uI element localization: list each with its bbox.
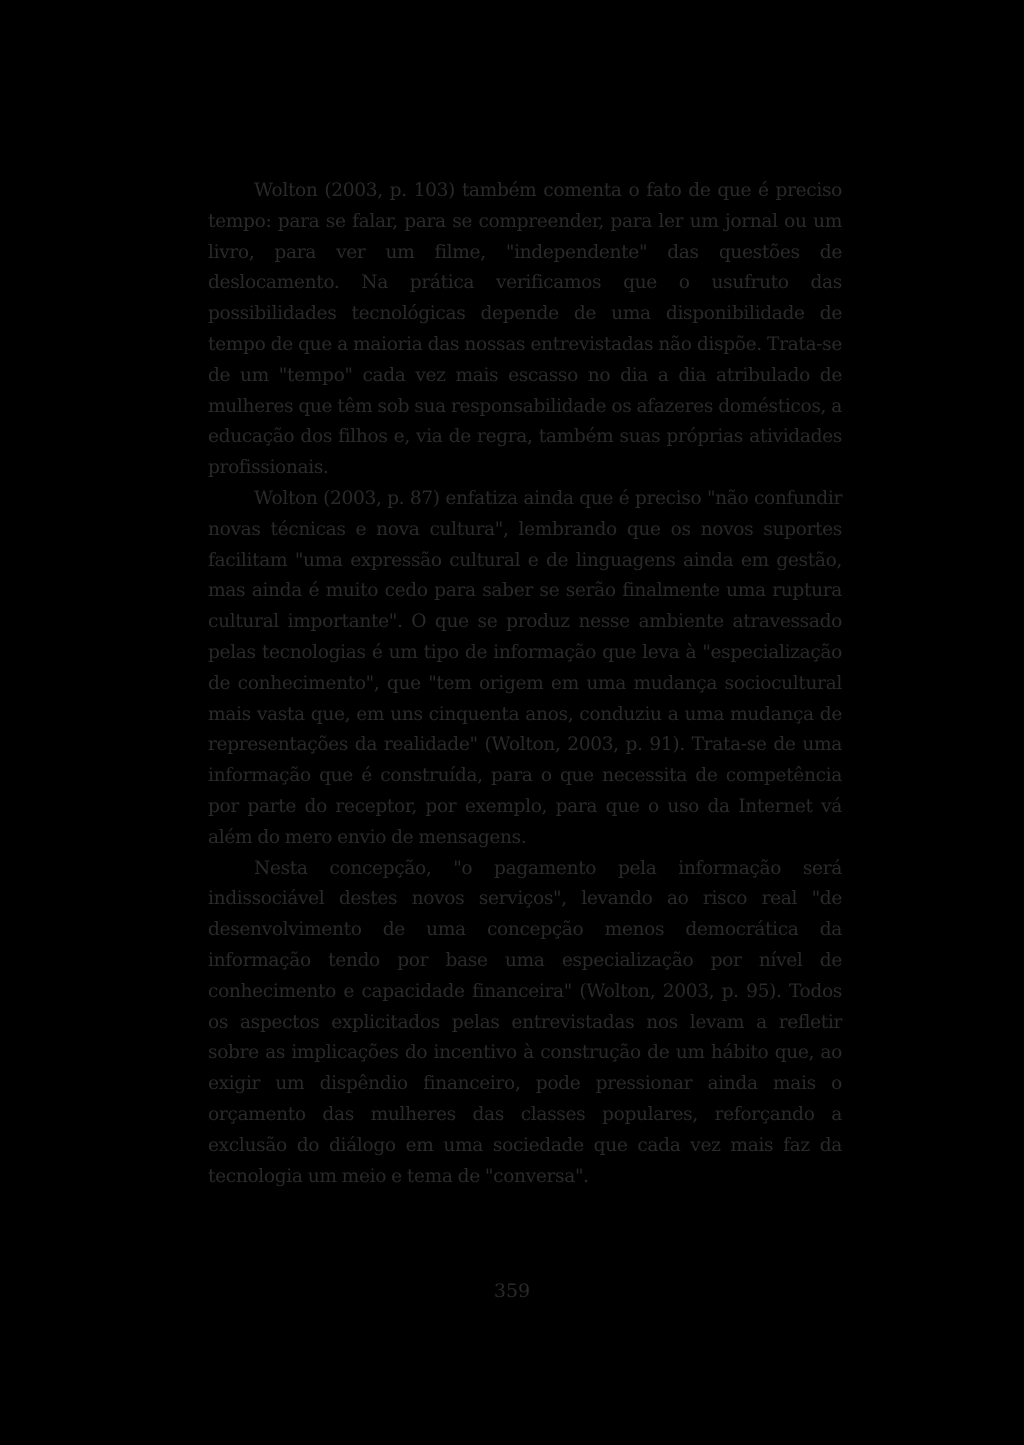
paragraph-1: Wolton (2003, p. 103) também comenta o fato de que é preciso tempo: para se falar, para se compreender, para ler um jornal ou um livro, para ver um filme, "independente" das questões de deslocamento. Na prática verificamos que o usufruto das possibilidades tecnológicas depende de uma disponibilidade de tempo de que a maioria das nossas entrevistadas não dispõe. Trata-se de um "tempo" cada vez mais escasso no dia a dia atribulado de mulheres que têm sob sua responsabilidade os afazeres domésticos, a educação dos filhos e, via de regra, também suas próprias atividades profissionais.	[208, 180, 842, 479]
paragraph-3: Nesta concepção, "o pagamento pela informação será indissociável destes novos serviços", levando ao risco real "de desenvolvimento de uma concepção menos democrática da informação tendo por base uma especialização por nível de conhecimento e capacidade financeira" (Wolton, 2003, p. 95). Todos os aspectos explicitados pelas entrevistadas nos levam a refletir sobre as implicações do incentivo à construção de um hábito que, ao exigir um dispêndio financeiro, pode pressionar ainda mais o orçamento das mulheres das classes populares, reforçando a exclusão do diálogo em uma sociedade que cada vez mais faz da tecnologia um meio e tema de "conversa".	[208, 857, 842, 1187]
body-text	[208, 176, 842, 1192]
page-number: 359	[493, 1280, 531, 1302]
paragraph-2: Wolton (2003, p. 87) enfatiza ainda que é preciso "não confundir novas técnicas e nova cultura", lembrando que os novos suportes facilitam "uma expressão cultural e de linguagens ainda em gestão, mas ainda é muito cedo para saber se serão finalmente uma ruptura cultural importante". O que se produz nesse ambiente atravessado pelas tecnologias é um tipo de informação que leva à "especialização de conhecimento", que "tem origem em uma mudança sociocultural mais vasta que, em uns cinquenta anos, conduziu a uma mudança de representações da realidade" (Wolton, 2003, p. 91). Trata-se de uma informação que é construída, para o que necessita de competência por parte do receptor, por exemplo, para que o uso da Internet vá além do mero envio de mensagens.	[208, 487, 842, 848]
